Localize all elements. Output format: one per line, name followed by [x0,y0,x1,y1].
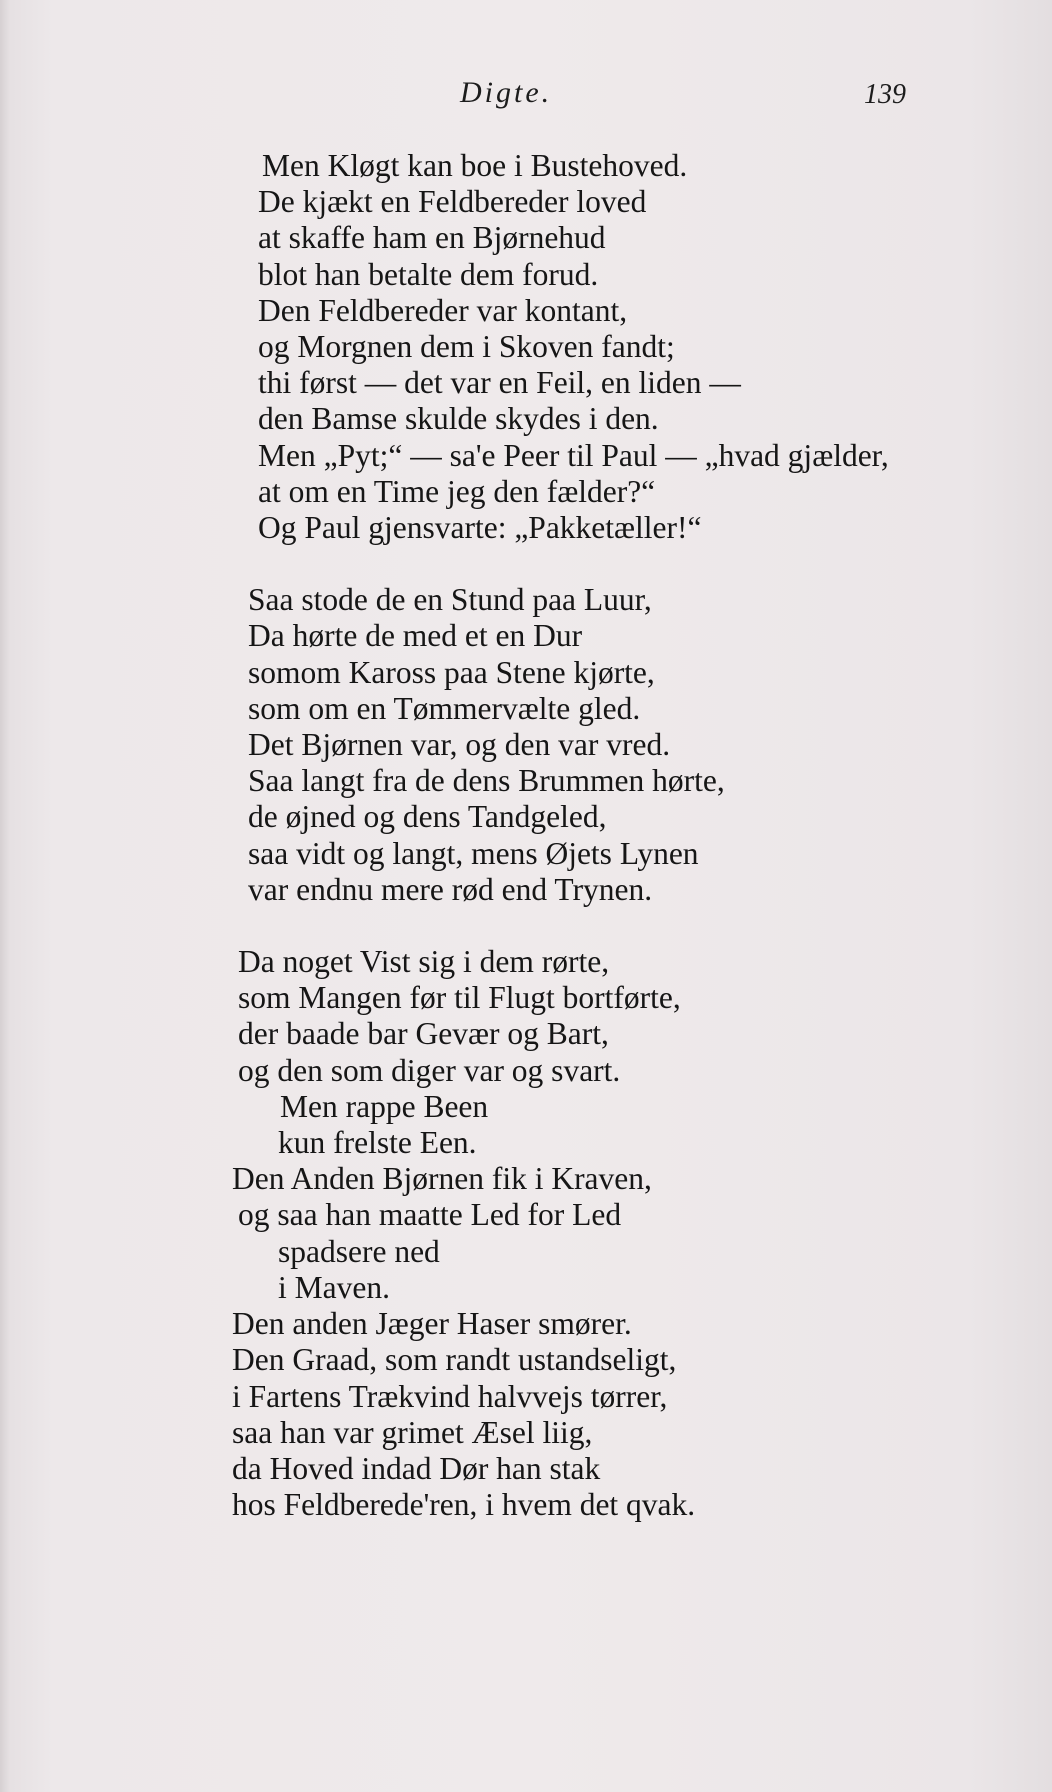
poem-line: saa han var grimet Æsel liig, [232,1414,593,1450]
stanza-2 [0,582,1052,908]
poem-line: hos Feldberede'ren, i hvem det qvak. [232,1487,696,1523]
poem-line: Saa langt fra de dens Brummen hørte, [248,763,725,799]
poem-line: var endnu mere rød end Trynen. [248,871,653,907]
poem-line: i Fartens Trækvind halvvejs tørrer, [232,1378,668,1414]
poem-line: Da hørte de med et en Dur [248,618,583,654]
page-number: 139 [864,79,906,110]
poem-line: og Morgnen dem i Skoven fandt; [258,329,675,365]
poem-line-indented: kun frelste Een. [278,1125,477,1161]
stanza-3 [0,944,1052,1523]
poem-line: Den Graad, som randt ustandseligt, [232,1342,677,1378]
poem-line: Og Paul gjensvarte: „Pakketæller!“ [258,510,702,546]
poem-line: da Hoved indad Dør han stak [232,1450,601,1486]
poem-line-indented: spadsere ned [278,1233,440,1269]
poem-line: De kjækt en Feldbereder loved [258,184,647,220]
poem-line: den Bamse skulde skydes i den. [258,401,659,437]
poem-line: Saa stode de en Stund paa Luur, [248,582,652,618]
poem-line: Men „Pyt;“ — sa'e Peer til Paul — „hvad gjælder, [258,437,889,473]
running-head: Digte. [460,76,553,109]
poem-line: saa vidt og langt, mens Øjets Lynen [248,835,699,871]
poem-body [0,148,1052,1559]
poem-line: som om en Tømmervælte gled. [248,690,641,726]
poem-line: thi først — det var en Feil, en liden — [258,365,741,401]
poem-line: somom Kaross paa Stene kjørte, [248,654,655,690]
poem-line: og den som diger var og svart. [238,1052,621,1088]
poem-line: Den Feldbereder var kontant, [258,292,628,328]
poem-line: der baade bar Gevær og Bart, [238,1016,609,1052]
poem-line: Det Bjørnen var, og den var vred. [248,727,671,763]
poem-line-indented: i Maven. [278,1269,390,1305]
poem-line: Da noget Vist sig i dem rørte, [238,944,610,980]
poem-line: Men Kløgt kan boe i Bustehoved. [262,148,688,183]
poem-line: Den anden Jæger Haser smører. [232,1306,632,1342]
poem-line: blot han betalte dem forud. [258,256,599,292]
poem-line: at om en Time jeg den fælder?“ [258,473,656,509]
poem-line: og saa han maatte Led for Led [238,1197,622,1233]
poem-line: at skaffe ham en Bjørnehud [258,220,606,256]
poem-line: som Mangen før til Flugt bortførte, [238,980,681,1016]
poem-line: de øjned og dens Tandgeled, [248,799,607,835]
stanza-1 [0,148,1052,546]
poem-line: Den Anden Bjørnen fik i Kraven, [232,1161,652,1197]
poem-line-indented: Men rappe Been [280,1088,489,1124]
